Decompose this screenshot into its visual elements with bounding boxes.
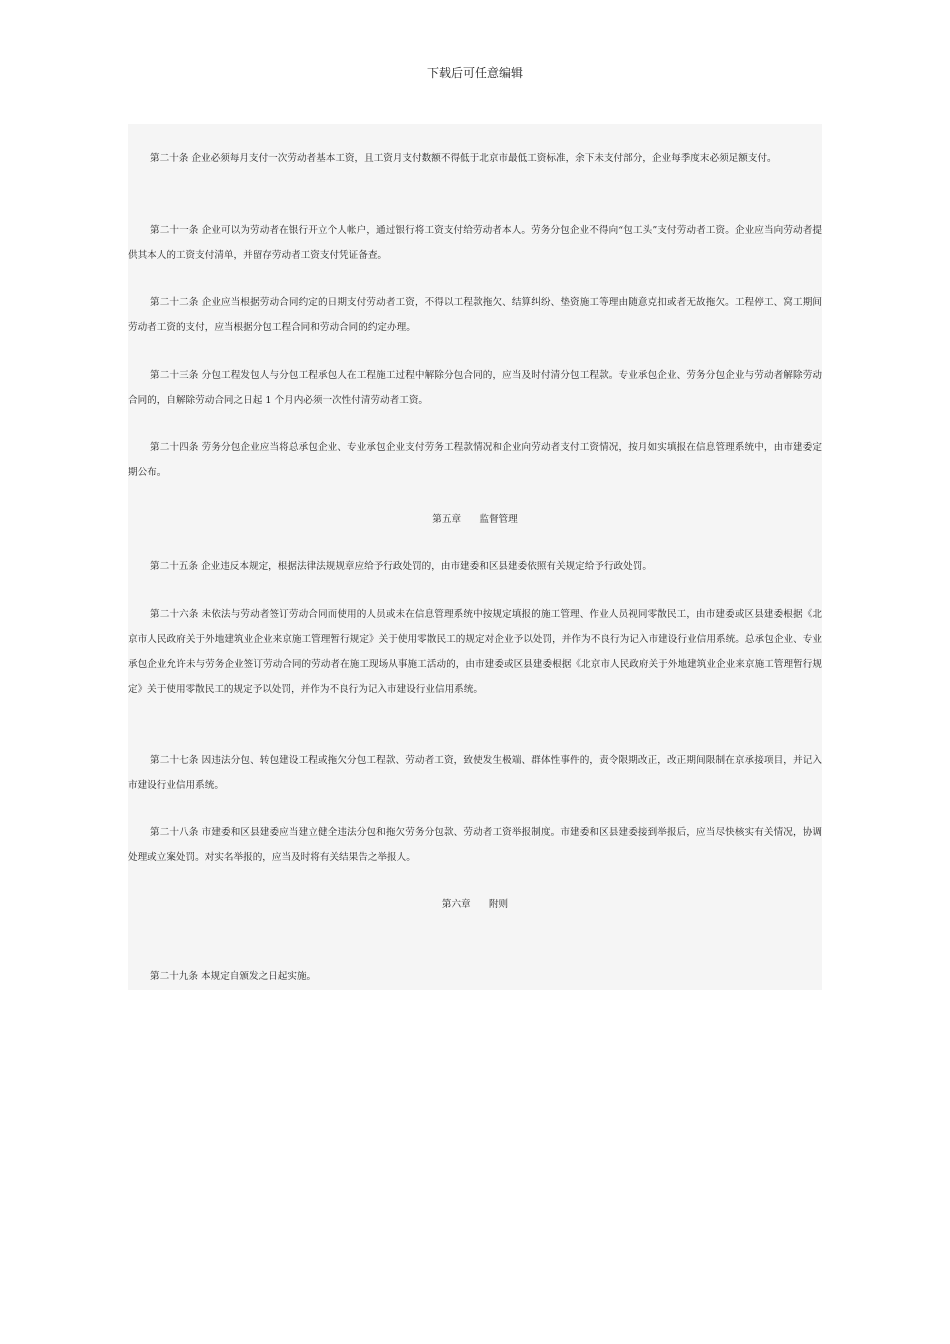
article-27: 第二十七条 因违法分包、转包建设工程或拖欠分包工程款、劳动者工资，致使发生极端、群体性事件的，责令限期改正，改正期间限制在京承接项目，并记入市建设行业信用系统。: [128, 755, 822, 791]
article-23: 第二十三条 分包工程发包人与分包工程承包人在工程施工过程中解除分包合同的，应当及时付清分包工程款。专业承包企业、劳务分包企业与劳动者解除劳动合同的，自解除劳动合同之日起 1 个月内必须一次性付清劳动者工资。: [128, 370, 822, 406]
article-24: 第二十四条 劳务分包企业应当将总承包企业、专业承包企业支付劳务工程款情况和企业向劳动者支付工资情况，按月如实填报在信息管理系统中，由市建委定期公布。: [128, 442, 822, 478]
article-29: 第二十九条 本规定自颁发之日起实施。: [150, 971, 317, 982]
article-26: 第二十六条 未依法与劳动者签订劳动合同而使用的人员或未在信息管理系统中按规定填报的施工管理、作业人员视同零散民工，由市建委或区县建委根据《北京市人民政府关于外地建筑业企业来京施工管理暂行规定》关于使用零散民工的规定对企业予以处罚，并作为不良行为记入市建设行业信用系统。总承包企业、专业承包企业允许未与劳务企业签订劳动合同的劳动者在施工现场从事施工活动的，由市建委或区县建委根据《北京市人民政府关于外地建筑业企业来京施工管理暂行规定》关于使用零散民工的规定予以处罚，并作为不良行为记入市建设行业信用系统。: [128, 609, 822, 695]
article-22: 第二十二条 企业应当根据劳动合同约定的日期支付劳动者工资，不得以工程款拖欠、结算纠纷、垫资施工等理由随意克扣或者无故拖欠。工程停工、窝工期间劳动者工资的支付，应当根据分包工程合同和劳动合同的约定办理。: [128, 297, 822, 333]
article-21: 第二十一条 企业可以为劳动者在银行开立个人帐户，通过银行将工资支付给劳动者本人。劳务分包企业不得向“包工头”支付劳动者工资。企业应当向劳动者提供其本人的工资支付清单，并留存劳动者工资支付凭证备查。: [128, 225, 822, 261]
chapter-5-heading: 第五章 监督管理: [432, 514, 518, 525]
article-25: 第二十五条 企业违反本规定，根据法律法规规章应给予行政处罚的，由市建委和区县建委依照有关规定给予行政处罚。: [150, 561, 652, 572]
page-header: 下载后可任意编辑: [426, 66, 523, 80]
article-20: 第二十条 企业必须每月支付一次劳动者基本工资，且工资月支付数额不得低于北京市最低工资标准，余下未支付部分，企业每季度末必须足额支付。: [150, 153, 777, 164]
article-28: 第二十八条 市建委和区县建委应当建立健全违法分包和拖欠劳务分包款、劳动者工资举报制度。市建委和区县建委接到举报后，应当尽快核实有关情况，协调处理或立案处罚。对实名举报的，应当及时将有关结果告之举报人。: [128, 827, 822, 863]
chapter-6-heading: 第六章 附则: [441, 899, 509, 910]
document-body: [128, 124, 822, 990]
